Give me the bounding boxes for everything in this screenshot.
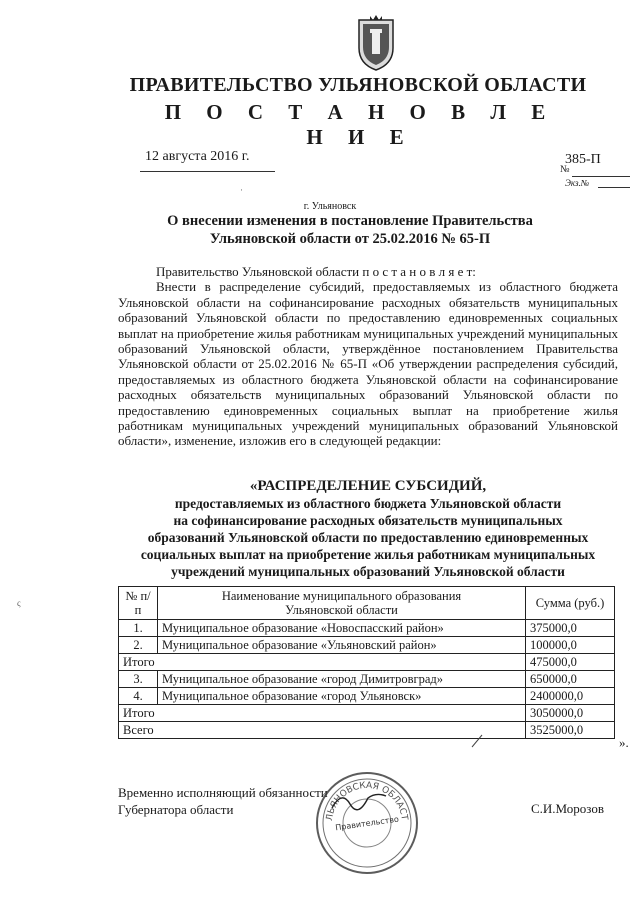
- scan-mark-icon: ·: [240, 185, 243, 195]
- total-label: Всего: [119, 722, 526, 739]
- government-title: ПРАВИТЕЛЬСТВО УЛЬЯНОВСКОЙ ОБЛАСТИ: [129, 74, 587, 96]
- row-name: Муниципальное образование «город Ульяновск»: [158, 688, 526, 705]
- header-name: Наименование муниципального образования Ульяновской области: [158, 587, 526, 620]
- table-row: [119, 637, 615, 654]
- subtotal-sum: 475000,0: [526, 654, 615, 671]
- distribution-title-line-4: образований Ульяновской области по предоставлению единовременных: [147, 530, 589, 545]
- city: г. Ульяновск: [303, 201, 357, 212]
- document-body: [118, 264, 618, 449]
- subtotal-row: [119, 705, 615, 722]
- distribution-title-line-6: учреждений муниципальных образований Ульяновской области: [171, 564, 565, 579]
- handwritten-signature-icon: [330, 786, 390, 816]
- signer-position: [118, 784, 328, 818]
- closing-quote: ».: [619, 735, 629, 750]
- document-type: П О С Т А Н О В Л Е Н И Е: [164, 100, 556, 149]
- number-label: №: [560, 164, 570, 175]
- row-number: 1.: [119, 620, 158, 637]
- copy-number-label: Экз.№: [565, 178, 590, 188]
- signer-name: С.И.Морозов: [531, 801, 604, 816]
- body-paragraph-2: Внести в распределение субсидий, предоставляемых из областного бюджета Ульяновской области на софинансирование расходных обязательств муниципальных образований Ульяновской области по предоставлению единовременных социальных выплат на приобретение жилья работникам муниципальных учреждений муниципальных образований Ульяновской области, утверждённое постановлением Правительства Ульяновской области от 25.02.2016 № 65-П «Об утверждении распределения субсидий, предоставляемых из областного бюджета Ульяновской области на софинансирование расходных обязательств муниципальных образований Ульяновской области по предоставлению единовременных социальных выплат на приобретение жилья работникам муниципальных учреждений муниципальных образований Ульяновской области», изменение, изложив его в следующей редакции:: [118, 279, 618, 449]
- row-name: Муниципальное образование «Новоспасский район»: [158, 620, 526, 637]
- subtotal-label: Итого: [119, 654, 526, 671]
- distribution-title-line-5: социальных выплат на приобретение жилья работникам муниципальных: [140, 547, 596, 562]
- distribution-title-line-2: предоставляемых из областного бюджета Ульяновской области: [174, 496, 562, 511]
- signer-position-line-2: Губернатора области: [118, 802, 234, 817]
- row-number: 4.: [119, 688, 158, 705]
- coat-of-arms-icon: [355, 14, 397, 72]
- table-row: [119, 671, 615, 688]
- distribution-title-line-1: «РАСПРЕДЕЛЕНИЕ СУБСИДИЙ,: [249, 478, 487, 494]
- subtotal-row: [119, 654, 615, 671]
- seal-outer-text: ЛЬЯНОВСКАЯ ОБЛАСТ: [324, 780, 409, 822]
- total-row: [119, 722, 615, 739]
- subject-line-2: Ульяновской области от 25.02.2016 № 65-П: [209, 231, 491, 247]
- row-sum: 100000,0: [526, 637, 615, 654]
- scan-mark-icon: ς: [17, 598, 21, 608]
- row-sum: 375000,0: [526, 620, 615, 637]
- distribution-title-line-3: на софинансирование расходных обязательств муниципальных: [173, 513, 563, 528]
- signer-position-line-1: Временно исполняющий обязанности: [118, 785, 328, 800]
- row-sum: 2400000,0: [526, 688, 615, 705]
- table-row: [119, 620, 615, 637]
- distribution-table: [118, 586, 615, 739]
- row-name: Муниципальное образование «город Димитровград»: [158, 671, 526, 688]
- subtotal-label: Итого: [119, 705, 526, 722]
- total-sum: 3525000,0: [526, 722, 615, 739]
- row-sum: 650000,0: [526, 671, 615, 688]
- copy-underline: [598, 187, 630, 188]
- table-header-row: [119, 587, 615, 620]
- number-underline: [572, 176, 630, 177]
- header-number: № п/п: [119, 587, 158, 620]
- row-number: 3.: [119, 671, 158, 688]
- seal-inner-text: Правительство: [334, 814, 400, 833]
- subtotal-sum: 3050000,0: [526, 705, 615, 722]
- distribution-title: [118, 478, 618, 580]
- document-subject: [140, 212, 560, 248]
- header-sum: Сумма (руб.): [526, 587, 615, 620]
- document-number: 385-П: [565, 152, 601, 167]
- subject-line-1: О внесении изменения в постановление Правительства: [167, 213, 533, 229]
- body-paragraph-1: Правительство Ульяновской области п о с т а н о в л я е т:: [156, 264, 476, 279]
- row-name: Муниципальное образование «Ульяновский район»: [158, 637, 526, 654]
- date-underline: [140, 171, 275, 172]
- table-row: [119, 688, 615, 705]
- pen-mark-icon: [470, 733, 484, 749]
- document-date: 12 августа 2016 г.: [145, 149, 250, 164]
- row-number: 2.: [119, 637, 158, 654]
